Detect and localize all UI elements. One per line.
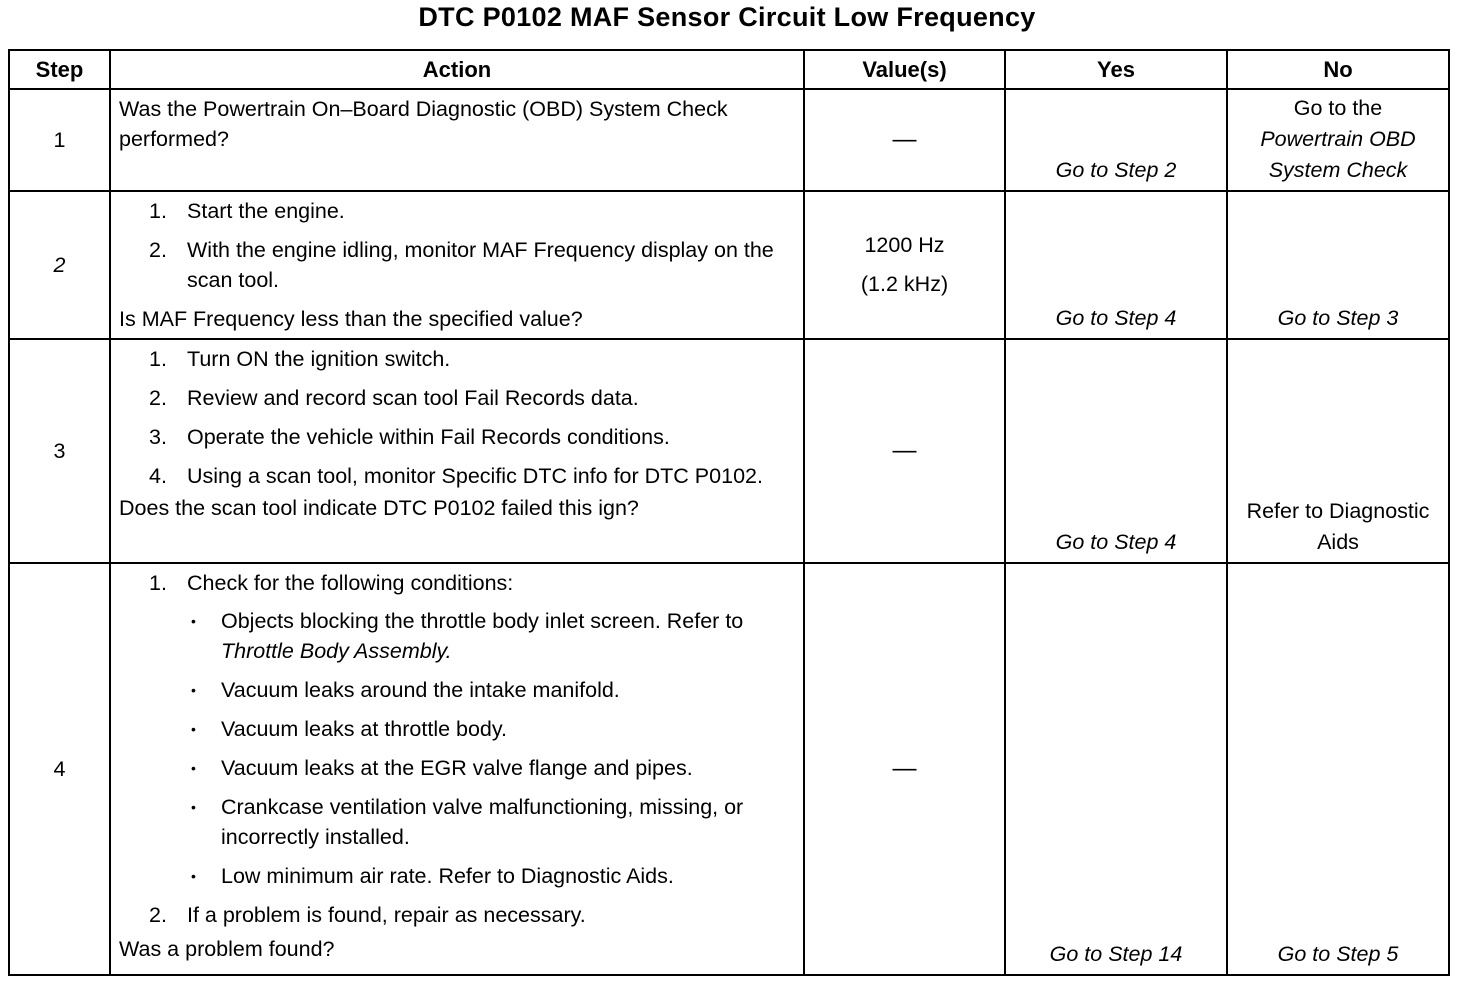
- action-cell: [110, 89, 804, 191]
- condition-item: • Vacuum leaks around the intake manifold.: [187, 675, 795, 705]
- header-step: Step: [9, 50, 110, 89]
- action-steps: [119, 568, 795, 930]
- value-cell: [804, 339, 1005, 563]
- table-row: [9, 89, 1449, 191]
- header-yes: Yes: [1005, 50, 1227, 89]
- step-number: 1: [9, 89, 110, 191]
- no-text: Go to the: [1293, 96, 1383, 120]
- action-steps: [119, 196, 795, 295]
- value-dash: —: [892, 437, 917, 464]
- table-row: [9, 563, 1449, 975]
- condition-item: • Crankcase ventilation valve malfunctioning, missing, or incorrectly installed.: [187, 792, 795, 852]
- no-reference: Powertrain OBD System Check: [1260, 127, 1416, 182]
- condition-list: [187, 606, 795, 891]
- yes-cell: Go to Step 4: [1005, 339, 1227, 563]
- no-cell: Go to Step 5: [1227, 563, 1449, 975]
- header-values: Value(s): [804, 50, 1005, 89]
- yes-cell: Go to Step 14: [1005, 563, 1227, 975]
- step-number: 3: [9, 339, 110, 563]
- value-primary: 1200 Hz: [864, 233, 945, 257]
- action-cell: [110, 191, 804, 339]
- action-question: Is MAF Frequency less than the specified value?: [119, 307, 583, 331]
- yes-cell: Go to Step 2: [1005, 89, 1227, 191]
- step-number: 4: [9, 563, 110, 975]
- action-step: 3. Operate the vehicle within Fail Records conditions.: [149, 425, 670, 449]
- value-cell: [804, 563, 1005, 975]
- value-secondary: (1.2 kHz): [860, 272, 949, 296]
- value-cell: [804, 89, 1005, 191]
- no-cell: Refer to Diagnostic Aids: [1227, 339, 1449, 563]
- action-cell: [110, 339, 804, 563]
- condition-item: • Low minimum air rate. Refer to Diagnostic Aids.: [187, 861, 795, 891]
- value-dash: —: [892, 755, 917, 782]
- action-step: 1. Check for the following conditions: • Objects blocking the throttle body inlet screen. Refer to Throttle Body Assembly. • Vacuum leaks around the intake manifold. • Vacuum leaks at throttle body. • Vacuum leaks at the EGR valve flange and pipes. • Crankcase ventilation valve malfunctioning, missing, or incorrectly installed. • Low minimum air rate. Refer to Diagnostic Aids.: [119, 568, 795, 891]
- action-cell: [110, 563, 804, 975]
- step-number: 2: [9, 191, 110, 339]
- no-cell: Go to Step 3: [1227, 191, 1449, 339]
- condition-item: • Objects blocking the throttle body inlet screen. Refer to Throttle Body Assembly.: [187, 606, 795, 666]
- value-dash: —: [892, 126, 917, 153]
- action-step: 2. With the engine idling, monitor MAF Frequency display on the scan tool.: [149, 238, 774, 292]
- header-row: [9, 50, 1449, 89]
- condition-item: • Vacuum leaks at throttle body.: [187, 714, 795, 744]
- action-step: 2. Review and record scan tool Fail Records data.: [149, 386, 639, 410]
- action-step: 4. Using a scan tool, monitor Specific DTC info for DTC P0102.: [149, 464, 763, 488]
- condition-item: • Vacuum leaks at the EGR valve flange and pipes.: [187, 753, 795, 783]
- header-action: Action: [110, 50, 804, 89]
- table-row: [9, 191, 1449, 339]
- action-question: Was a problem found?: [119, 937, 335, 961]
- table-row: [9, 339, 1449, 563]
- value-cell: [804, 191, 1005, 339]
- diagnostic-table: [8, 49, 1450, 976]
- reference-link[interactable]: Throttle Body Assembly.: [221, 639, 452, 663]
- yes-cell: Go to Step 4: [1005, 191, 1227, 339]
- no-cell: [1227, 89, 1449, 191]
- action-step: 1. Start the engine.: [149, 199, 345, 223]
- action-question: Does the scan tool indicate DTC P0102 failed this ign?: [119, 496, 639, 520]
- action-step: 2. If a problem is found, repair as necessary.: [149, 903, 586, 927]
- page-title: DTC P0102 MAF Sensor Circuit Low Frequency: [418, 2, 1036, 32]
- action-step: 1. Turn ON the ignition switch.: [149, 347, 451, 371]
- action-steps: [119, 344, 795, 491]
- header-no: No: [1227, 50, 1449, 89]
- action-question: Was the Powertrain On–Board Diagnostic (OBD) System Check performed?: [119, 97, 728, 151]
